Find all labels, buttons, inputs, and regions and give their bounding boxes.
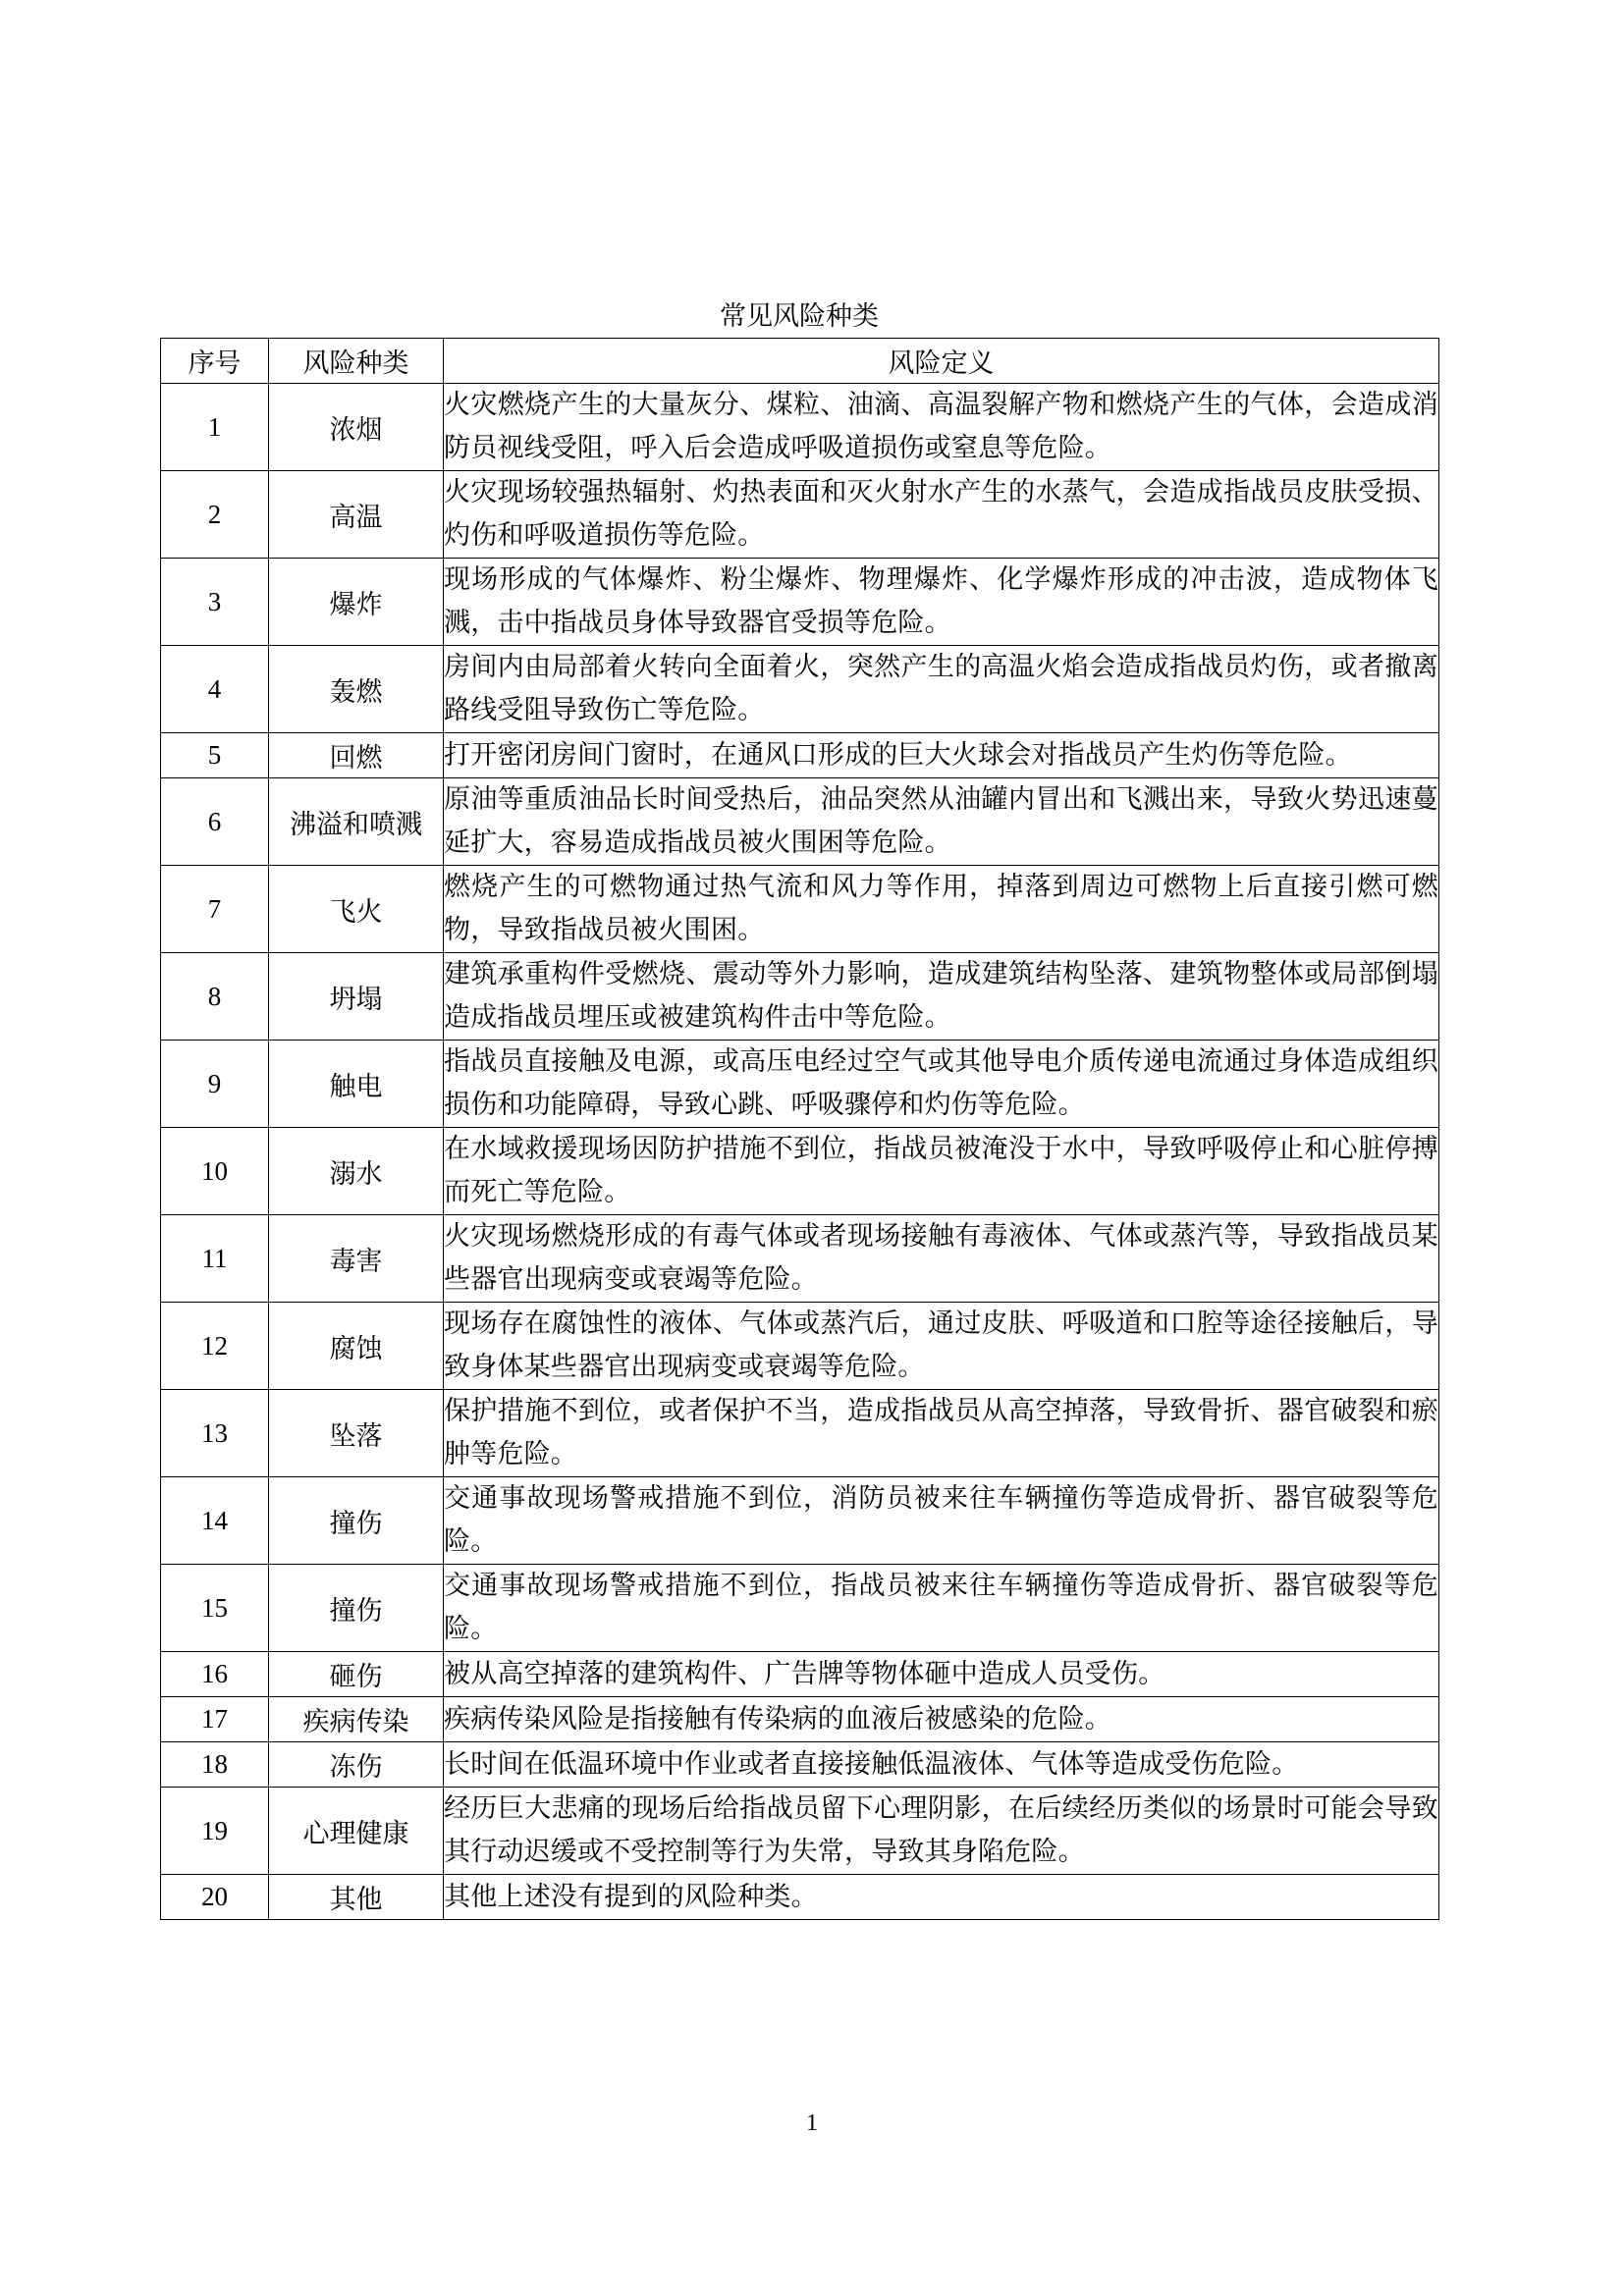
row-risk-definition: 疾病传染风险是指接触有传染病的血液后被感染的危险。 [444, 1697, 1439, 1742]
row-risk-kind: 撞伤 [269, 1477, 444, 1565]
row-number: 7 [161, 866, 269, 953]
header-number: 序号 [161, 339, 269, 384]
row-risk-definition: 现场形成的气体爆炸、粉尘爆炸、物理爆炸、化学爆炸形成的冲击波，造成物体飞溅，击中指战员身体导致器官受损等危险。 [444, 559, 1439, 646]
row-risk-kind: 爆炸 [269, 559, 444, 646]
page-number: 1 [806, 2110, 818, 2136]
row-number: 6 [161, 778, 269, 866]
row-risk-definition: 火灾现场较强热辐射、灼热表面和灭火射水产生的水蒸气，会造成指战员皮肤受损、灼伤和呼吸道损伤等危险。 [444, 471, 1439, 559]
row-risk-kind: 坠落 [269, 1390, 444, 1477]
row-risk-kind: 沸溢和喷溅 [269, 778, 444, 866]
row-risk-kind: 砸伤 [269, 1652, 444, 1697]
row-risk-definition: 现场存在腐蚀性的液体、气体或蒸汽后，通过皮肤、呼吸道和口腔等途径接触后，导致身体某些器官出现病变或衰竭等危险。 [444, 1303, 1439, 1390]
row-risk-definition: 指战员直接触及电源，或高压电经过空气或其他导电介质传递电流通过身体造成组织损伤和功能障碍，导致心跳、呼吸骤停和灼伤等危险。 [444, 1041, 1439, 1128]
row-risk-kind: 其他 [269, 1875, 444, 1920]
table-row [161, 1215, 1439, 1303]
row-risk-kind: 浓烟 [269, 384, 444, 471]
table-row [161, 733, 1439, 778]
row-risk-kind: 腐蚀 [269, 1303, 444, 1390]
row-risk-definition: 火灾现场燃烧形成的有毒气体或者现场接触有毒液体、气体或蒸汽等，导致指战员某些器官出现病变或衰竭等危险。 [444, 1215, 1439, 1303]
row-risk-definition: 保护措施不到位，或者保护不当，造成指战员从高空掉落，导致骨折、器官破裂和瘀肿等危险。 [444, 1390, 1439, 1477]
row-risk-kind: 高温 [269, 471, 444, 559]
row-risk-definition: 打开密闭房间门窗时，在通风口形成的巨大火球会对指战员产生灼伤等危险。 [444, 733, 1439, 778]
table-row [161, 778, 1439, 866]
table-row [161, 559, 1439, 646]
row-risk-kind: 回燃 [269, 733, 444, 778]
row-number: 20 [161, 1875, 269, 1920]
row-number: 8 [161, 953, 269, 1041]
table-row [161, 1697, 1439, 1742]
table-header-row [161, 339, 1439, 384]
row-number: 10 [161, 1128, 269, 1215]
row-number: 4 [161, 646, 269, 733]
row-number: 11 [161, 1215, 269, 1303]
row-risk-definition: 其他上述没有提到的风险种类。 [444, 1875, 1439, 1920]
row-risk-definition: 原油等重质油品长时间受热后，油品突然从油罐内冒出和飞溅出来，导致火势迅速蔓延扩大，容易造成指战员被火围困等危险。 [444, 778, 1439, 866]
row-risk-definition: 在水域救援现场因防护措施不到位，指战员被淹没于水中，导致呼吸停止和心脏停搏而死亡等危险。 [444, 1128, 1439, 1215]
row-risk-kind: 溺水 [269, 1128, 444, 1215]
row-number: 14 [161, 1477, 269, 1565]
table-row [161, 953, 1439, 1041]
row-risk-kind: 疾病传染 [269, 1697, 444, 1742]
table-row [161, 1565, 1439, 1652]
table-row [161, 471, 1439, 559]
row-number: 12 [161, 1303, 269, 1390]
table-row [161, 1128, 1439, 1215]
row-risk-kind: 心理健康 [269, 1788, 444, 1875]
row-risk-definition: 交通事故现场警戒措施不到位，指战员被来往车辆撞伤等造成骨折、器官破裂等危险。 [444, 1565, 1439, 1652]
table-row [161, 646, 1439, 733]
header-risk-kind: 风险种类 [269, 339, 444, 384]
row-risk-definition: 火灾燃烧产生的大量灰分、煤粒、油滴、高温裂解产物和燃烧产生的气体，会造成消防员视线受阻，呼入后会造成呼吸道损伤或窒息等危险。 [444, 384, 1439, 471]
table-row [161, 1788, 1439, 1875]
risk-table [160, 338, 1439, 1920]
header-risk-definition: 风险定义 [444, 339, 1439, 384]
row-risk-definition: 长时间在低温环境中作业或者直接接触低温液体、气体等造成受伤危险。 [444, 1742, 1439, 1788]
row-risk-kind: 撞伤 [269, 1565, 444, 1652]
row-number: 5 [161, 733, 269, 778]
row-number: 19 [161, 1788, 269, 1875]
row-number: 13 [161, 1390, 269, 1477]
page-title: 常见风险种类 [720, 301, 879, 332]
row-risk-definition: 交通事故现场警戒措施不到位，消防员被来往车辆撞伤等造成骨折、器官破裂等危险。 [444, 1477, 1439, 1565]
row-risk-definition: 燃烧产生的可燃物通过热气流和风力等作用，掉落到周边可燃物上后直接引燃可燃物，导致指战员被火围困。 [444, 866, 1439, 953]
row-risk-kind: 冻伤 [269, 1742, 444, 1788]
row-risk-kind: 触电 [269, 1041, 444, 1128]
table-row [161, 1652, 1439, 1697]
row-risk-definition: 建筑承重构件受燃烧、震动等外力影响，造成建筑结构坠落、建筑物整体或局部倒塌造成指战员埋压或被建筑构件击中等危险。 [444, 953, 1439, 1041]
row-risk-definition: 房间内由局部着火转向全面着火，突然产生的高温火焰会造成指战员灼伤，或者撤离路线受阻导致伤亡等危险。 [444, 646, 1439, 733]
row-number: 1 [161, 384, 269, 471]
row-number: 15 [161, 1565, 269, 1652]
row-number: 9 [161, 1041, 269, 1128]
row-risk-kind: 毒害 [269, 1215, 444, 1303]
row-number: 3 [161, 559, 269, 646]
table-row [161, 1303, 1439, 1390]
table-row [161, 1390, 1439, 1477]
table-row [161, 1477, 1439, 1565]
row-risk-kind: 轰燃 [269, 646, 444, 733]
row-risk-definition: 经历巨大悲痛的现场后给指战员留下心理阴影，在后续经历类似的场景时可能会导致其行动迟缓或不受控制等行为失常，导致其身陷危险。 [444, 1788, 1439, 1875]
table-row [161, 866, 1439, 953]
table-row [161, 1041, 1439, 1128]
row-number: 16 [161, 1652, 269, 1697]
row-risk-kind: 坍塌 [269, 953, 444, 1041]
table-row [161, 384, 1439, 471]
row-number: 18 [161, 1742, 269, 1788]
row-number: 17 [161, 1697, 269, 1742]
table-row [161, 1875, 1439, 1920]
row-risk-kind: 飞火 [269, 866, 444, 953]
table-row [161, 1742, 1439, 1788]
row-risk-definition: 被从高空掉落的建筑构件、广告牌等物体砸中造成人员受伤。 [444, 1652, 1439, 1697]
row-number: 2 [161, 471, 269, 559]
